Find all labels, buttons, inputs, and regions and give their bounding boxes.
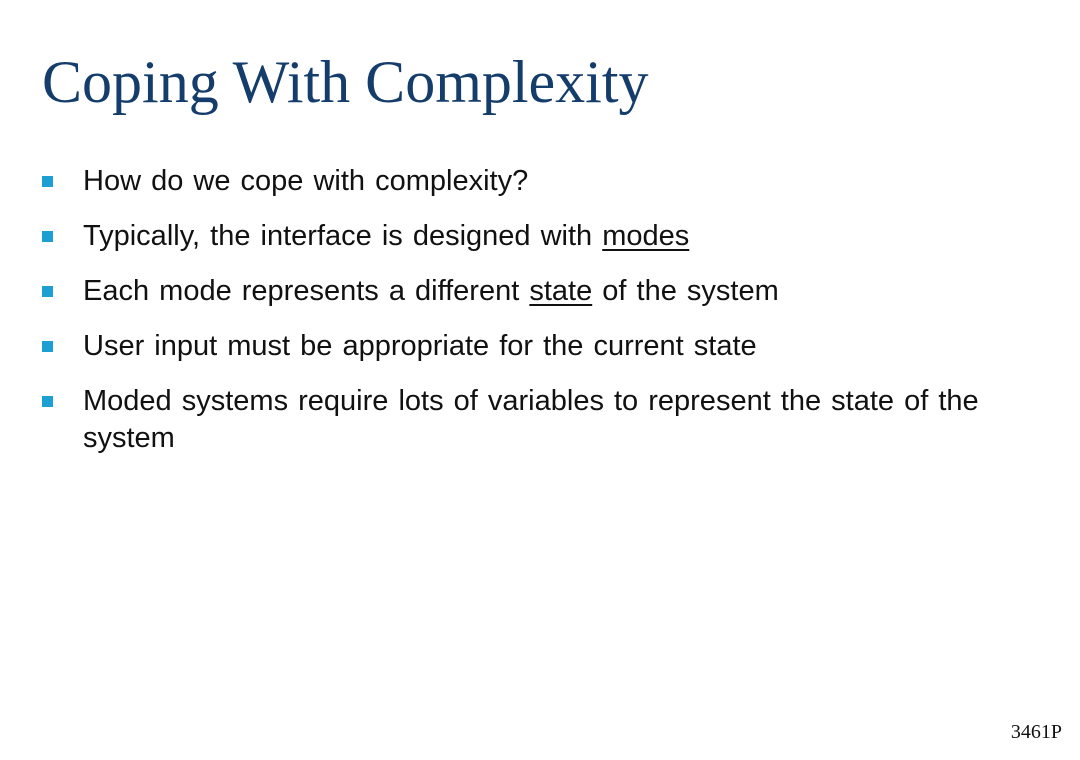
bullet-text: How do we cope with complexity? — [83, 165, 529, 197]
bullet-text: Typically, the interface is designed with — [83, 220, 603, 252]
square-bullet-icon — [42, 396, 53, 407]
square-bullet-icon — [42, 231, 53, 242]
bullet-item — [42, 328, 1052, 365]
bullet-text: User input must be appropriate for the current state — [83, 330, 757, 362]
underlined-term: modes — [602, 220, 690, 252]
square-bullet-icon — [42, 176, 53, 187]
bullet-item — [42, 163, 1052, 200]
slide-number: 3461P — [1010, 721, 1062, 743]
bullet-text: Moded systems require lots of variables to represent the state of the system — [83, 385, 979, 454]
bullet-text: of the system — [592, 275, 779, 307]
bullet-item — [42, 383, 1052, 457]
slide-title: Coping With Complexity — [42, 49, 649, 115]
bullet-text: Each mode represents a different — [83, 275, 530, 307]
square-bullet-icon — [42, 286, 53, 297]
bullet-item — [42, 273, 1052, 310]
square-bullet-icon — [42, 341, 53, 352]
underlined-term: state — [529, 275, 593, 307]
bullet-list — [42, 163, 1052, 475]
bullet-item — [42, 218, 1052, 255]
